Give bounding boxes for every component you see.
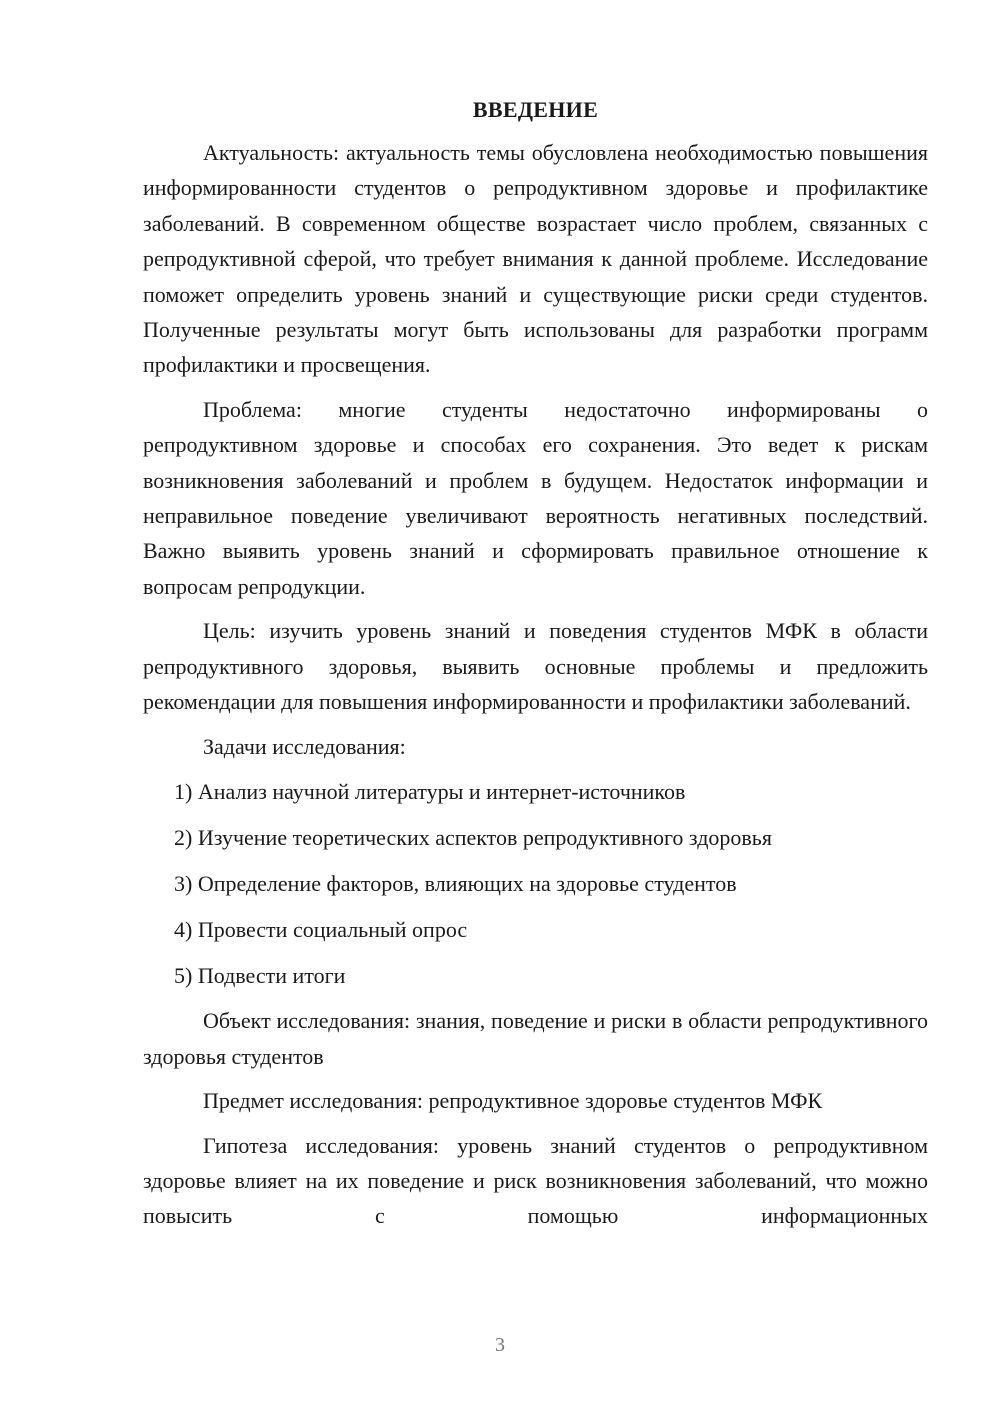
subject-paragraph: Предмет исследования: репродуктивное здоровье студентов МФК bbox=[203, 1088, 823, 1114]
tasks-list bbox=[143, 774, 928, 993]
relevance-paragraph: Актуальность: актуальность темы обусловлена необходимостью повышения информированности студентов о репродуктивном здоровье и профилактике заболеваний. В современном обществе возрастает число проблем, связанных с репродуктивной сферой, что требует внимания к данной проблеме. Исследование поможет определить уровень знаний и существующие риски среди студентов. Полученные результаты могут быть использованы для разработки программ профилактики и просвещения. bbox=[143, 140, 928, 378]
page-number: 3 bbox=[495, 1334, 505, 1356]
page-title: ВВЕДЕНИЕ bbox=[472, 97, 599, 122]
document-page bbox=[143, 92, 928, 1243]
list-item: 4) Провести социальный опрос bbox=[174, 916, 468, 942]
list-item: 2) Изучение теоретических аспектов репродуктивного здоровья bbox=[174, 824, 772, 850]
goal-paragraph: Цель: изучить уровень знаний и поведения студентов МФК в области репродуктивного здоровья, выявить основные проблемы и предложить рекомендации для повышения информированности и профилактики заболеваний. bbox=[143, 618, 928, 715]
tasks-heading: Задачи исследования: bbox=[203, 733, 406, 759]
list-item: 3) Определение факторов, влияющих на здоровье студентов bbox=[174, 870, 737, 896]
problem-paragraph: Проблема: многие студенты недостаточно информированы о репродуктивном здоровье и способах его сохранения. Это ведет к рискам возникновения заболеваний и проблем в будущем. Недостаток информации и неправильное поведение увеличивают вероятность негативных последствий. Важно выявить уровень знаний и сформировать правильное отношение к вопросам репродукции. bbox=[143, 396, 928, 599]
object-paragraph: Объект исследования: знания, поведение и риски в области репродуктивного здоровья студентов bbox=[143, 1008, 928, 1069]
list-item: 1) Анализ научной литературы и интернет-источников bbox=[174, 778, 686, 804]
list-item: 5) Подвести итоги bbox=[174, 962, 346, 988]
hypothesis-paragraph: Гипотеза исследования: уровень знаний студентов о репродуктивном здоровье влияет на их поведение и риск возникновения заболеваний, что можно повысить с помощью информационных bbox=[143, 1132, 928, 1229]
